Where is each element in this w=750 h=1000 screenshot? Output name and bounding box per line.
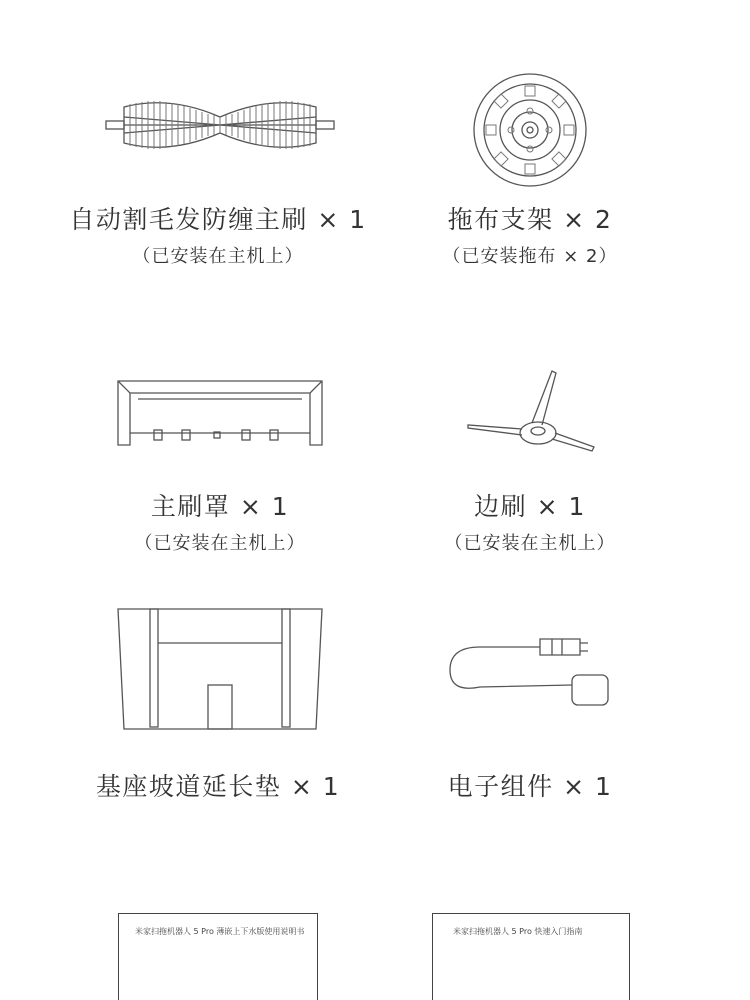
item-title-brush-cover: 主刷罩 × 1 bbox=[150, 492, 290, 521]
item-title-power-cord: 电子组件 × 1 bbox=[447, 772, 613, 801]
user-manual-title: 米家扫拖机器人 5 Pro 薄嵌上下水版使用说明书 bbox=[135, 927, 305, 936]
quick-start-guide-title: 米家扫拖机器人 5 Pro 快速入门指南 bbox=[453, 927, 583, 936]
item-note-brush-cover: （已安装在主机上） bbox=[134, 533, 306, 554]
brush-cover-icon bbox=[110, 375, 330, 455]
user-manual-document bbox=[118, 913, 318, 1000]
roller-brush-icon bbox=[100, 95, 340, 155]
item-title-mop-holder: 拖布支架 × 2 bbox=[447, 205, 613, 234]
quick-start-guide-document bbox=[432, 913, 630, 1000]
item-title-roller-brush: 自动割毛发防缠主刷 × 1 bbox=[69, 205, 367, 234]
item-note-mop-holder: （已安装拖布 × 2） bbox=[442, 246, 618, 267]
power-cord-icon bbox=[440, 625, 620, 720]
item-note-side-brush: （已安装在主机上） bbox=[444, 533, 616, 554]
side-brush-icon bbox=[460, 365, 600, 455]
ramp-extension-icon bbox=[110, 605, 330, 735]
item-title-ramp-extension: 基座坡道延长垫 × 1 bbox=[95, 772, 341, 801]
item-title-side-brush: 边刷 × 1 bbox=[474, 492, 586, 521]
mop-holder-icon bbox=[470, 70, 590, 190]
item-note-roller-brush: （已安装在主机上） bbox=[132, 246, 304, 267]
